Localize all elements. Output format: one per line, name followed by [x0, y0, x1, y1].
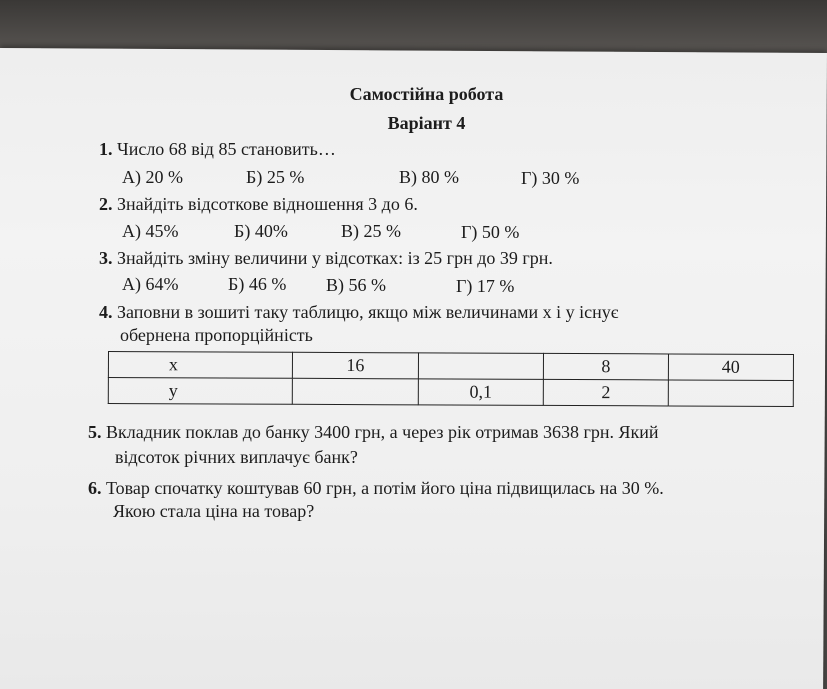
table-cell: y	[108, 378, 292, 405]
table-cell	[418, 353, 544, 380]
question-4-line-2: обернена пропорційність	[120, 325, 313, 345]
question-number: 2.	[99, 194, 113, 214]
q3-option-a: А) 64%	[122, 274, 179, 294]
table-cell: x	[108, 352, 292, 379]
worksheet-title: Самостійна робота	[349, 84, 504, 104]
q2-option-d: Г) 50 %	[461, 222, 520, 242]
question-text: Товар спочатку коштував 60 грн, а потім його ціна підвищилась на 30 %.	[106, 478, 664, 498]
q3-option-d: Г) 17 %	[456, 276, 515, 296]
q2-option-c: В) 25 %	[341, 221, 401, 241]
q1-option-c: В) 80 %	[399, 167, 459, 187]
table-cell: 2	[544, 379, 668, 406]
question-6	[88, 478, 664, 499]
question-text: Знайдіть зміну величини у відсотках: із 25 грн до 39 грн.	[117, 248, 553, 268]
table-row	[108, 378, 793, 407]
q1-option-d: Г) 30 %	[521, 168, 580, 188]
question-number: 5.	[88, 422, 102, 442]
question-2	[99, 194, 418, 215]
table-cell: 16	[293, 352, 418, 379]
table-row	[108, 352, 793, 381]
question-number: 1.	[99, 139, 113, 159]
table-cell	[668, 380, 793, 407]
question-6-line-2: Якою стала ціна на товар?	[113, 501, 315, 521]
table-cell: 8	[544, 353, 668, 380]
question-text: Знайдіть відсоткове відношення 3 до 6.	[117, 194, 418, 214]
question-4	[99, 302, 618, 323]
proportion-table	[108, 351, 794, 407]
question-5	[88, 422, 659, 443]
question-5-line-2: відсоток річних виплачує банк?	[115, 447, 358, 467]
table-cell: 0,1	[418, 379, 544, 406]
question-text: Заповни в зошиті таку таблицю, якщо між величинами x і y існує	[117, 302, 619, 322]
question-number: 6.	[88, 478, 102, 498]
question-number: 3.	[99, 248, 113, 268]
q2-option-a: А) 45%	[122, 221, 179, 241]
q1-option-b: Б) 25 %	[246, 167, 305, 187]
table-cell	[293, 378, 418, 405]
q3-option-b: Б) 46 %	[228, 274, 287, 294]
question-3	[99, 248, 553, 269]
q3-option-c: В) 56 %	[326, 275, 386, 295]
question-text: Вкладник поклав до банку 3400 грн, а через рік отримав 3638 грн. Який	[106, 422, 659, 442]
question-1	[99, 139, 336, 160]
variant-label: Варіант 4	[387, 113, 466, 133]
question-number: 4.	[99, 302, 113, 322]
q1-option-a: А) 20 %	[122, 167, 183, 187]
table-cell: 40	[668, 354, 793, 381]
question-text: Число 68 від 85 становить…	[117, 139, 336, 159]
q2-option-b: Б) 40%	[234, 221, 288, 241]
